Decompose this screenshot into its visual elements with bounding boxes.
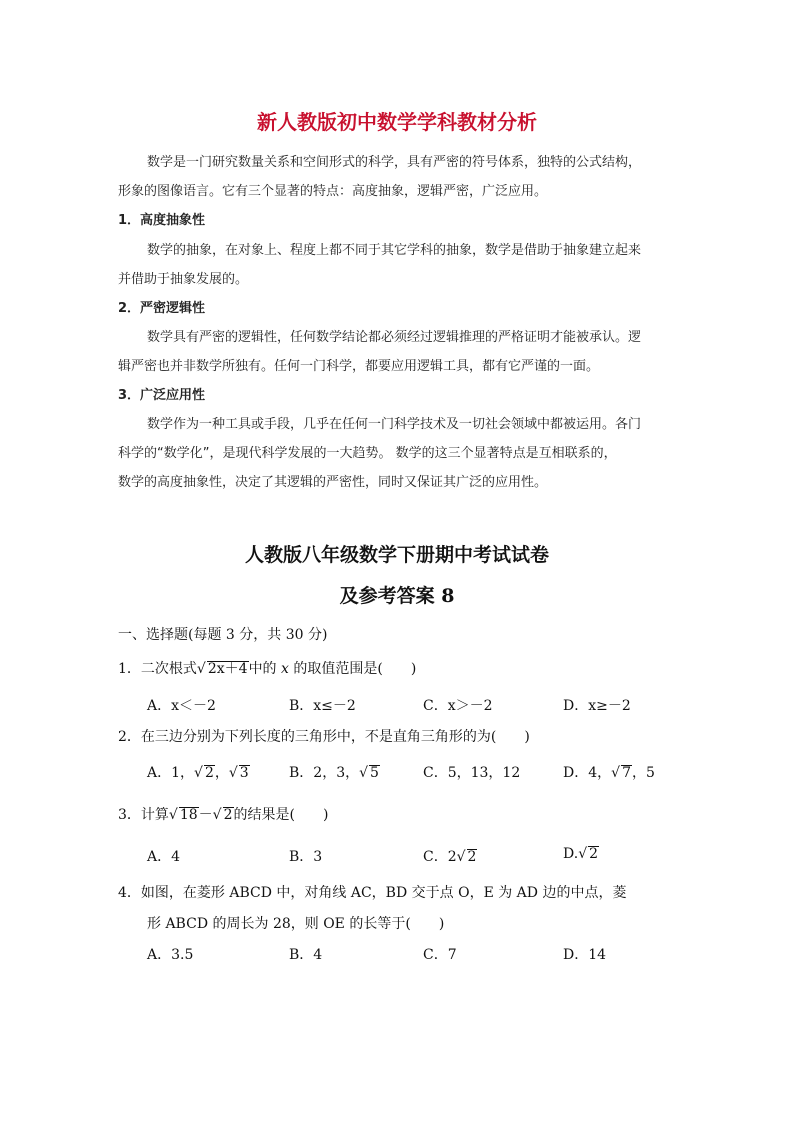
q4-option-c[interactable]: C．7 xyxy=(423,947,457,963)
q2-a-radicand-1: 2 xyxy=(204,765,214,781)
q3-d-label: D. xyxy=(563,846,579,862)
q2-option-c[interactable]: C．5，13，12 xyxy=(423,765,521,781)
q2-d-radicand: 7 xyxy=(622,765,631,781)
radical-sign: √ xyxy=(456,849,466,865)
intro-paragraph-3-line-1: 数学具有严密的逻辑性，任何数学结论都必须经过逻辑推理的严格证明才能被承认。逻 xyxy=(147,330,642,345)
section-heading-choice: 一、选择题(每题 3 分，共 30 分) xyxy=(118,627,328,643)
q3-c-radicand: 2 xyxy=(467,849,477,865)
radical-sign: √ xyxy=(228,765,238,781)
q2-b-label: B．2，3， xyxy=(289,765,360,781)
q4-option-d[interactable]: D．14 xyxy=(563,947,607,963)
question-2: 2．在三边分别为下列长度的三角形中，不是直角三角形的为( ) xyxy=(118,729,530,745)
q3-radicand-2: 2 xyxy=(223,807,233,823)
q3-d-radicand: 2 xyxy=(589,846,599,862)
radical-sign: √ xyxy=(194,765,203,781)
q2-a-separator: ， xyxy=(214,765,229,781)
q3-option-c[interactable] xyxy=(423,846,477,866)
q2-b-radicand: 5 xyxy=(370,765,379,781)
intro-paragraph-1-line-1: 数学是一门研究数量关系和空间形式的科学，具有严密的符号体系，独特的公式结构， xyxy=(147,155,642,170)
intro-paragraph-4-line-3: 数学的高度抽象性，决定了其逻辑的严密性，同时又保证其广泛的应用性。 xyxy=(118,475,548,490)
exam-title-line-2: 及参考答案 8 xyxy=(339,585,455,607)
intro-paragraph-4-line-2: 科学的“数学化”，是现代科学发展的一大趋势。 数学的这三个显著特点是互相联系的， xyxy=(118,446,617,461)
q2-option-a[interactable] xyxy=(147,762,250,782)
q1-option-a[interactable]: A．x＜－2 xyxy=(147,698,216,714)
intro-paragraph-3-line-2: 辑严密也并非数学所独有。任何一门科学，都要应用逻辑工具，都有它严谨的一面。 xyxy=(118,359,600,374)
intro-title: 新人教版初中数学学科教材分析 xyxy=(257,110,537,134)
radical-sign: √ xyxy=(578,846,588,862)
q2-d-label: D．4， xyxy=(563,765,612,781)
q3-option-a[interactable]: A．4 xyxy=(147,849,181,865)
q1-text-b: 的取值范围是( ) xyxy=(288,661,417,677)
radical-sign: √ xyxy=(359,765,369,781)
q3-option-b[interactable]: B．3 xyxy=(289,849,323,865)
q1-prefix: 1．二次根式 xyxy=(118,661,197,677)
question-1 xyxy=(118,658,416,678)
question-3 xyxy=(118,804,328,824)
q4-option-a[interactable]: A．3.5 xyxy=(147,947,194,963)
q1-radicand: 2x＋4 xyxy=(207,661,248,677)
q2-option-b[interactable] xyxy=(289,762,380,782)
radical-sign: √ xyxy=(212,807,222,823)
intro-paragraph-4-line-1: 数学作为一种工具或手段，几乎在任何一门科学技术及一切社会领域中都被运用。各门 xyxy=(147,417,642,432)
q2-option-d[interactable] xyxy=(563,762,655,782)
intro-paragraph-1-line-2: 形象的图像语言。它有三个显著的特点：高度抽象，逻辑严密，广泛应用。 xyxy=(118,184,548,199)
q3-radicand-1: 18 xyxy=(179,807,198,823)
q2-a-label: A．1， xyxy=(147,765,195,781)
q1-variable: x xyxy=(281,661,289,677)
q3-suffix: 的结果是( ) xyxy=(233,807,329,823)
q2-d-tail: ，5 xyxy=(631,765,655,781)
q3-c-label: C．2 xyxy=(423,849,457,865)
q3-prefix: 3．计算 xyxy=(118,807,169,823)
q1-option-c[interactable]: C．x＞－2 xyxy=(423,698,493,714)
q1-text-a: 中的 xyxy=(248,661,282,677)
q4-option-b[interactable]: B．4 xyxy=(289,947,323,963)
question-4-line-1: 4．如图，在菱形 ABCD 中，对角线 AC，BD 交于点 O，E 为 AD 边的中点，菱 xyxy=(118,885,627,901)
q2-a-radicand-2: 3 xyxy=(239,765,249,781)
intro-paragraph-2-line-1: 数学的抽象，在对象上、程度上都不同于其它学科的抽象，数学是借助于抽象建立起来 xyxy=(147,243,642,258)
q3-minus: － xyxy=(198,807,213,823)
exam-title-line-1: 人教版八年级数学下册期中考试试卷 xyxy=(244,544,549,566)
question-4-line-2: 形 ABCD 的周长为 28，则 OE 的长等于( ) xyxy=(147,916,445,932)
intro-paragraph-2-line-2: 并借助于抽象发展的。 xyxy=(118,272,249,287)
q1-option-d[interactable]: D．x≥－2 xyxy=(563,698,631,714)
intro-heading-1: 1．高度抽象性 xyxy=(118,213,206,228)
q1-option-b[interactable]: B．x≤－2 xyxy=(289,698,356,714)
intro-heading-3: 3．广泛应用性 xyxy=(118,388,206,403)
radical-sign: √ xyxy=(168,807,178,823)
q3-option-d[interactable] xyxy=(563,846,599,862)
intro-heading-2: 2．严密逻辑性 xyxy=(118,301,206,316)
radical-sign: √ xyxy=(196,661,206,677)
radical-sign: √ xyxy=(611,765,621,781)
